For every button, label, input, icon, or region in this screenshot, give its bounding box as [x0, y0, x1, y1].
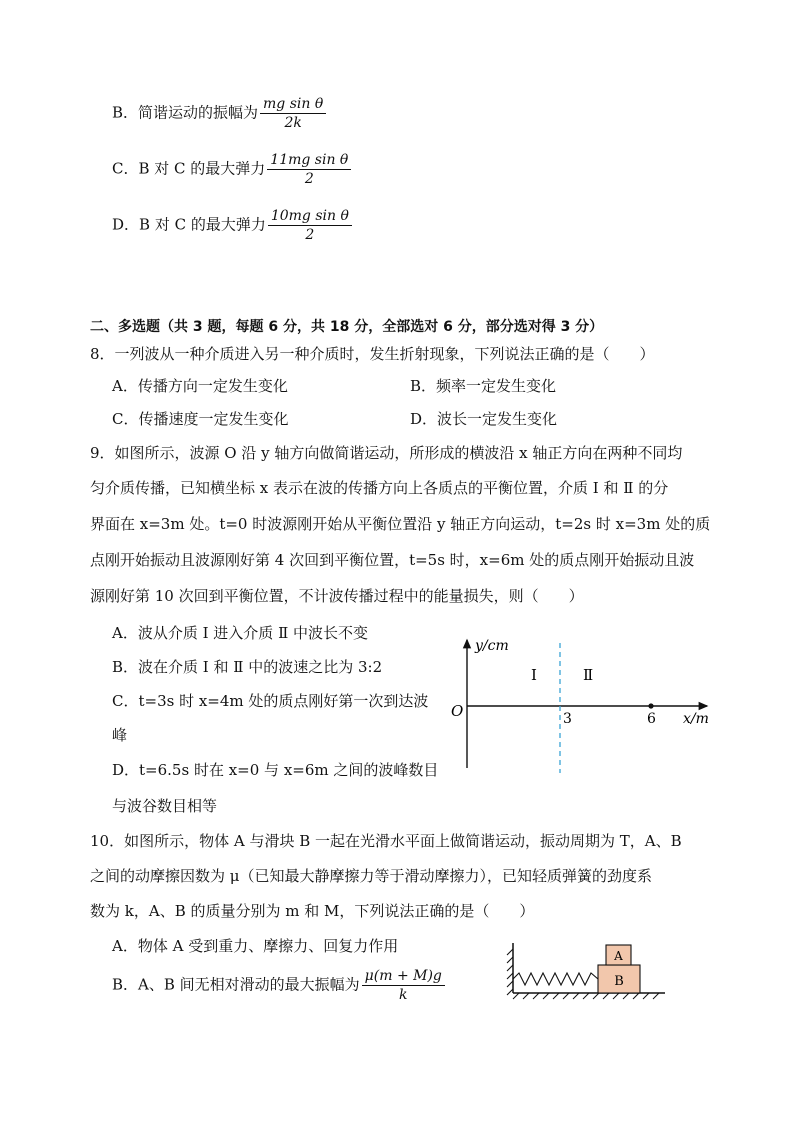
- fraction-denominator: k: [399, 987, 408, 1003]
- q8-option-b: B．频率一定发生变化: [410, 377, 557, 395]
- fraction-numerator: μ(m + M)g: [362, 968, 445, 986]
- q8-option-c: C．传播速度一定发生变化: [112, 410, 289, 428]
- q8-option-a: A．传播方向一定发生变化: [112, 377, 288, 395]
- tick-label-3: 3: [563, 711, 572, 727]
- q7-option-c: [112, 152, 351, 187]
- block-a-label: A: [614, 949, 623, 963]
- fraction-numerator: 11mg sin θ: [267, 152, 351, 170]
- q7-option-d-text: D．B 对 C 的最大弹力: [112, 215, 266, 234]
- fraction-numerator: mg sin θ: [260, 96, 326, 114]
- q9-stem-line-3: 界面在 x=3m 处。t=0 时波源刚开始从平衡位置沿 y 轴正方向运动，t=2s 时 x=3m 处的质: [90, 515, 711, 533]
- tick-label-6: 6: [647, 711, 656, 727]
- q9-option-a: A．波从介质 Ⅰ 进入介质 Ⅱ 中波长不变: [112, 624, 369, 642]
- q10-spring-block-figure: [505, 935, 670, 1000]
- q7-option-b: [112, 96, 326, 131]
- fraction-denominator: 2k: [284, 115, 302, 131]
- x-axis-label: x/m: [683, 711, 709, 727]
- q10-option-b-text: B．A、B 间无相对滑动的最大振幅为: [112, 975, 360, 994]
- q9-option-d-line-1: D．t=6.5s 时在 x=0 与 x=6m 之间的波峰数目: [112, 761, 439, 779]
- q7-option-c-fraction: [267, 152, 351, 187]
- medium-2-label: Ⅱ: [583, 666, 594, 684]
- q9-option-b: B．波在介质 Ⅰ 和 Ⅱ 中的波速之比为 3:2: [112, 658, 383, 676]
- q7-option-b-fraction: [260, 96, 326, 131]
- q8-stem: 8．一列波从一种介质进入另一种介质时，发生折射现象，下列说法正确的是（ ）: [90, 345, 655, 363]
- q9-option-c-line-1: C．t=3s 时 x=4m 处的质点刚好第一次到达波: [112, 692, 429, 710]
- section-2-heading: 二、多选题（共 3 题，每题 6 分，共 18 分，全部选对 6 分，部分选对得 3 分）: [90, 319, 604, 335]
- q7-option-d: [112, 208, 352, 243]
- wall-hatching: [507, 949, 513, 995]
- block-b-label: B: [614, 974, 624, 989]
- q10-stem-line-1: 10．如图所示，物体 A 与滑块 B 一起在光滑水平面上做简谐运动，振动周期为 T，A、B: [90, 832, 682, 850]
- fraction-denominator: 2: [304, 171, 314, 187]
- spring: [513, 973, 598, 985]
- origin-label: O: [451, 702, 464, 720]
- fraction-denominator: 2: [305, 227, 315, 243]
- q10-option-b-fraction: [362, 968, 445, 1003]
- ground-hatching: [513, 993, 659, 999]
- q10-option-b: [112, 968, 445, 1003]
- q9-stem-line-1: 9．如图所示，波源 O 沿 y 轴方向做简谐运动，所形成的横波沿 x 轴正方向在两种不同均: [90, 444, 683, 462]
- fraction-numerator: 10mg sin θ: [268, 208, 352, 226]
- q8-option-d: D．波长一定发生变化: [410, 410, 558, 428]
- q7-option-b-text: B．简谐运动的振幅为: [112, 103, 259, 122]
- q10-stem-line-3: 数为 k，A、B 的质量分别为 m 和 M，下列说法正确的是（ ）: [90, 902, 535, 920]
- q10-stem-line-2: 之间的动摩擦因数为 μ（已知最大静摩擦力等于滑动摩擦力），已知轻质弹簧的劲度系: [90, 867, 653, 885]
- q9-option-d-line-2: 与波谷数目相等: [112, 797, 218, 815]
- medium-1-label: Ⅰ: [531, 666, 537, 684]
- q7-option-d-fraction: [268, 208, 352, 243]
- q9-stem-line-2: 匀介质传播，已知横坐标 x 表示在波的传播方向上各质点的平衡位置，介质 Ⅰ 和 Ⅱ 的分: [90, 479, 669, 497]
- point-x-6: [648, 703, 653, 708]
- q9-stem-line-4: 点刚开始振动且波源刚好第 4 次回到平衡位置，t=5s 时，x=6m 处的质点刚开始振动且波: [90, 551, 695, 569]
- q9-option-c-line-2: 峰: [112, 726, 128, 744]
- q9-stem-line-5: 源刚好第 10 次回到平衡位置，不计波传播过程中的能量损失，则（ ）: [90, 587, 584, 605]
- q7-option-c-text: C．B 对 C 的最大弹力: [112, 159, 266, 178]
- y-axis-label: y/cm: [475, 638, 509, 654]
- q9-wave-figure: [445, 628, 725, 773]
- q10-option-a: A．物体 A 受到重力、摩擦力、回复力作用: [112, 937, 399, 955]
